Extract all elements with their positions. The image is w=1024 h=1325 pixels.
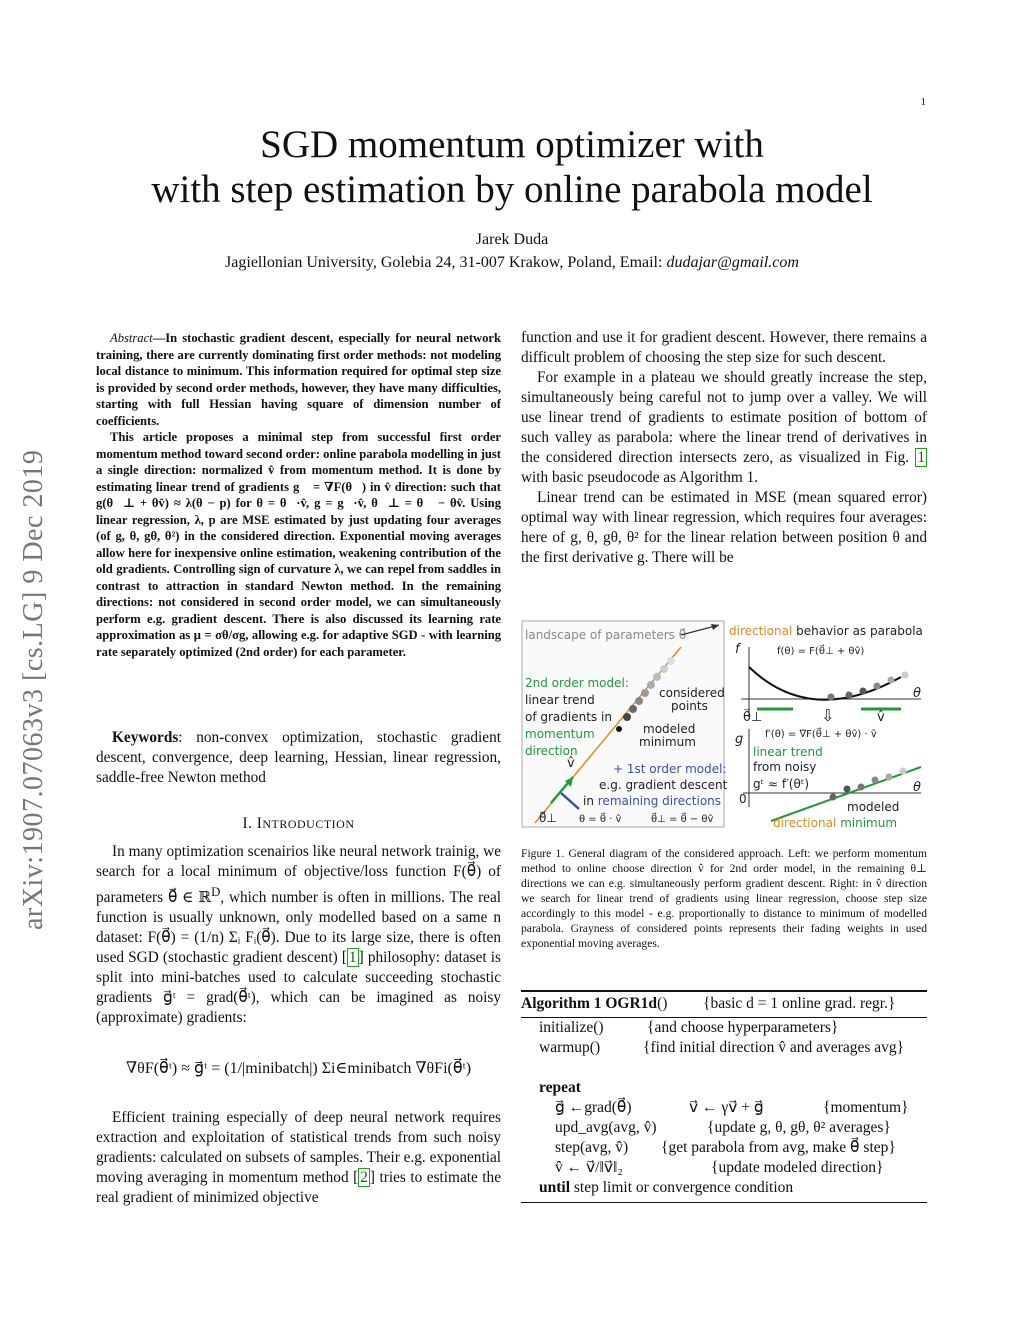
algorithm-1 bbox=[521, 990, 927, 1203]
algo-line-upd-avg: upd_avg(avg, v̂) {update g, θ, gθ, θ² averages} bbox=[555, 1119, 891, 1136]
figure-1 bbox=[521, 617, 927, 829]
parabola-title: directional behavior as parabola bbox=[729, 624, 923, 638]
algo-line-step: step(avg, v̂) {get parabola from avg, make θ⃗ step} bbox=[555, 1139, 896, 1156]
arxiv-identifier: arXiv:1907.07063v3 [cs.LG] 9 Dec 2019 bbox=[18, 449, 49, 930]
directional-minimum-label: directional minimum bbox=[773, 816, 898, 829]
g-axis-label: g bbox=[735, 732, 744, 747]
f-axis-label: f bbox=[735, 642, 740, 657]
figure-caption: Figure 1. General diagram of the considered approach. Left: we perform momentum method to online choose direction v̂ for 2nd order model, in the remaining θ⊥ directions we can e.g. simultaneously perform gradient descent. Right: in v̂ direction we search for linear trend of gradients using linear regression, choose step size accordingly to this model - e.g. proportionally to distance to minimum of modelled parabola. Grayness of considered points represents their fading weights in used exponential moving averages. bbox=[521, 847, 927, 950]
parabola-points bbox=[828, 672, 909, 701]
citation-link[interactable]: 1 bbox=[348, 949, 357, 967]
v-hat-label-right: v̂ bbox=[877, 710, 885, 725]
theta-definition: θ = θ⃗ · v̂ bbox=[579, 814, 622, 825]
second-order-line4: momentum bbox=[525, 727, 595, 741]
second-order-label: 2nd order model: bbox=[525, 676, 629, 690]
linear-trend-label: linear trend bbox=[753, 745, 823, 759]
keywords: Keywords: non-convex optimization, stochastic gradient descent, convergence, deep learning, Hessian, linear regression, saddle-free Newton method bbox=[96, 729, 501, 786]
algorithm-header: Algorithm 1 OGR1d() {basic d = 1 online grad. regr.} bbox=[521, 995, 896, 1012]
email[interactable]: dudajar@gmail.com bbox=[666, 254, 799, 271]
algorithm-top-rule bbox=[521, 990, 927, 992]
abstract: Abstract—In stochastic gradient descent, especially for neural network training, there are currently dominating first order methods: not modeling local distance to minimum. This information required for optimal step size is provided by second order methods, however, they have many difficulties, starting with full Hessian having square of dimension number of coefficients. This article proposes a minimal step from successful first order momentum method toward second order: online parabola modelling in just a single direction: normalized v̂ from momentum method. It is done by estimating linear trend of gradients g⃗ = ∇F(θ⃗) in v̂ direction: such that g(θ⃗⊥ + θv̂) ≈ λ(θ − p) for θ = θ⃗·v̂, g = g⃗·v̂, θ⃗⊥ = θ⃗ − θv̂. Using linear regression, λ, p are MSE estimated by just updating four averages (of g, θ, gθ, θ²) in the considered direction. Exponential moving averages allow here for inexpensive online estimation, weakening contribution of the old gradients. Controlling sign of curvature λ, we can repel from saddles in contrast to attraction in standard Newton method. In the remaining directions: not considered in second order model, we can simultaneously perform e.g. gradient descent. There is also discussed its learning rate approximation as μ = σθ/σg, allowing e.g. for adaptive SGD - with learning rate separately optimized (2nd order) for each parameter. bbox=[96, 331, 501, 659]
algo-line-initialize: initialize() {and choose hyperparameters} bbox=[539, 1019, 839, 1036]
figure-link[interactable]: 1 bbox=[917, 449, 925, 466]
from-noisy-label: from noisy bbox=[753, 760, 817, 774]
page-number: 1 bbox=[920, 96, 926, 108]
modeled-minimum-point bbox=[616, 726, 622, 732]
theta-perp-definition: θ⃗⊥ = θ⃗ − θv̂ bbox=[651, 814, 714, 825]
first-order-line3: in remaining directions bbox=[583, 794, 722, 808]
implies-arrow: ⇩ bbox=[821, 706, 835, 725]
algorithm-bottom-rule bbox=[521, 1202, 927, 1203]
considered-label: considered bbox=[659, 686, 725, 700]
second-order-line2: linear trend bbox=[525, 693, 595, 707]
theta-axis-label-bottom: θ bbox=[913, 780, 921, 795]
v-hat-label: v̂ bbox=[567, 756, 575, 771]
landscape-label: landscape of parameters θ⃗ bbox=[525, 628, 687, 642]
derivative-equation: f′(θ) = ∇F(θ⃗⊥ + θv̂) · v̂ bbox=[765, 729, 877, 740]
first-order-line2: e.g. gradient descent bbox=[599, 778, 728, 792]
right-column-text: function and use it for gradient descent. However, there remains a difficult problem of choosing the step size for such descent. For example in a plateau we should greatly increase the step, simultaneously being careful not to jump over a valley. We will use linear trend of gradients to estimate position of bottom of such valley as parabola: where the linear trend of derivatives in the considered direction intersects zero, as visualized in Fig. 1 with basic pseudocode as Algorithm 1. Linear trend can be estimated in MSE (mean squared error) optimal way with linear regression, which requires four averages: here of g, θ, gθ, θ² for the linear relation between position θ and the first derivative g. There will be bbox=[521, 329, 927, 566]
intro-paragraph-2: Efficient training especially of deep neural network requires extraction and exploitation of statistical trends from such noisy gradients: calculated on subsets of samples. Their e.g. exponential moving averaging in momentum method [ 2 ] tries to estimate the real gradient of minimized objective bbox=[96, 1109, 501, 1206]
gt-equation: gᵗ ≈ f′(θᵗ) bbox=[753, 777, 810, 791]
author: Jarek Duda bbox=[475, 231, 549, 248]
algo-line-grad: g⃗ ←grad(θ⃗) v⃗ ← γv⃗ + g⃗ {momentum} bbox=[555, 1099, 909, 1116]
first-order-label: + 1st order model: bbox=[613, 762, 727, 776]
theta-perp-label: θ⃗⊥ bbox=[539, 811, 557, 825]
affiliation: Jagiellonian University, Golebia 24, 31-007 Krakow, Poland, Email: dudajar@gmail.com bbox=[225, 254, 799, 271]
figure-diagram bbox=[521, 617, 927, 829]
section-heading: I. INTRODUCTION bbox=[242, 815, 355, 832]
zero-label: 0 bbox=[739, 792, 747, 806]
algo-line-repeat: repeat bbox=[539, 1079, 581, 1096]
algo-line-update-dir: v̂ ← v⃗/‖v⃗‖₂ {update modeled direction} bbox=[555, 1159, 884, 1176]
theta-perp-label-right: θ⃗⊥ bbox=[743, 710, 763, 725]
theta-axis-label: θ bbox=[913, 686, 921, 701]
second-order-line3: of gradients in bbox=[525, 710, 612, 724]
modeled-label-right: modeled bbox=[847, 800, 900, 814]
algo-line-warmup: warmup() {find initial direction v̂ and averages avg} bbox=[539, 1039, 905, 1056]
paper-title: SGD momentum optimizer with with step estimation by online parabola model bbox=[151, 123, 873, 211]
second-order-line5: direction bbox=[525, 744, 578, 758]
parabola-equation: f(θ) = F(θ⃗⊥ + θv̂) bbox=[777, 646, 865, 657]
points-label: points bbox=[671, 699, 708, 713]
intro-paragraph-1: In many optimization scenairios like neural network trainig, we search for a local minimum of objective/loss function F(θ⃗) of parameters θ⃗ ∈ ℝ$^D$, which number is often in millions. The real function is usually unknown, only modelled based on a same n dataset: F(θ⃗) = (1/n) Σᵢ Fᵢ(θ⃗). Due to its large size, there is often used SGD (stochastic gradient descent) [ 1 ] philosophy: dataset is split into mini-batches used to calculate succeeding stochastic gradients g⃗ᵗ = grad(θ⃗ᵗ), which can be imagined as noisy (approximate) gradients: bbox=[96, 843, 502, 1027]
citation-link[interactable]: 2 bbox=[360, 1169, 368, 1186]
minimum-label: minimum bbox=[639, 735, 696, 749]
modeled-label: modeled bbox=[643, 722, 696, 736]
algo-line-until: until step limit or convergence condition bbox=[539, 1179, 794, 1196]
gradient-equation: ∇θF(θ⃗ᵗ) ≈ g⃗ᵗ = (1/|minibatch|) Σi∈minibatch ∇θFi(θ⃗ᵗ) bbox=[125, 1060, 472, 1077]
